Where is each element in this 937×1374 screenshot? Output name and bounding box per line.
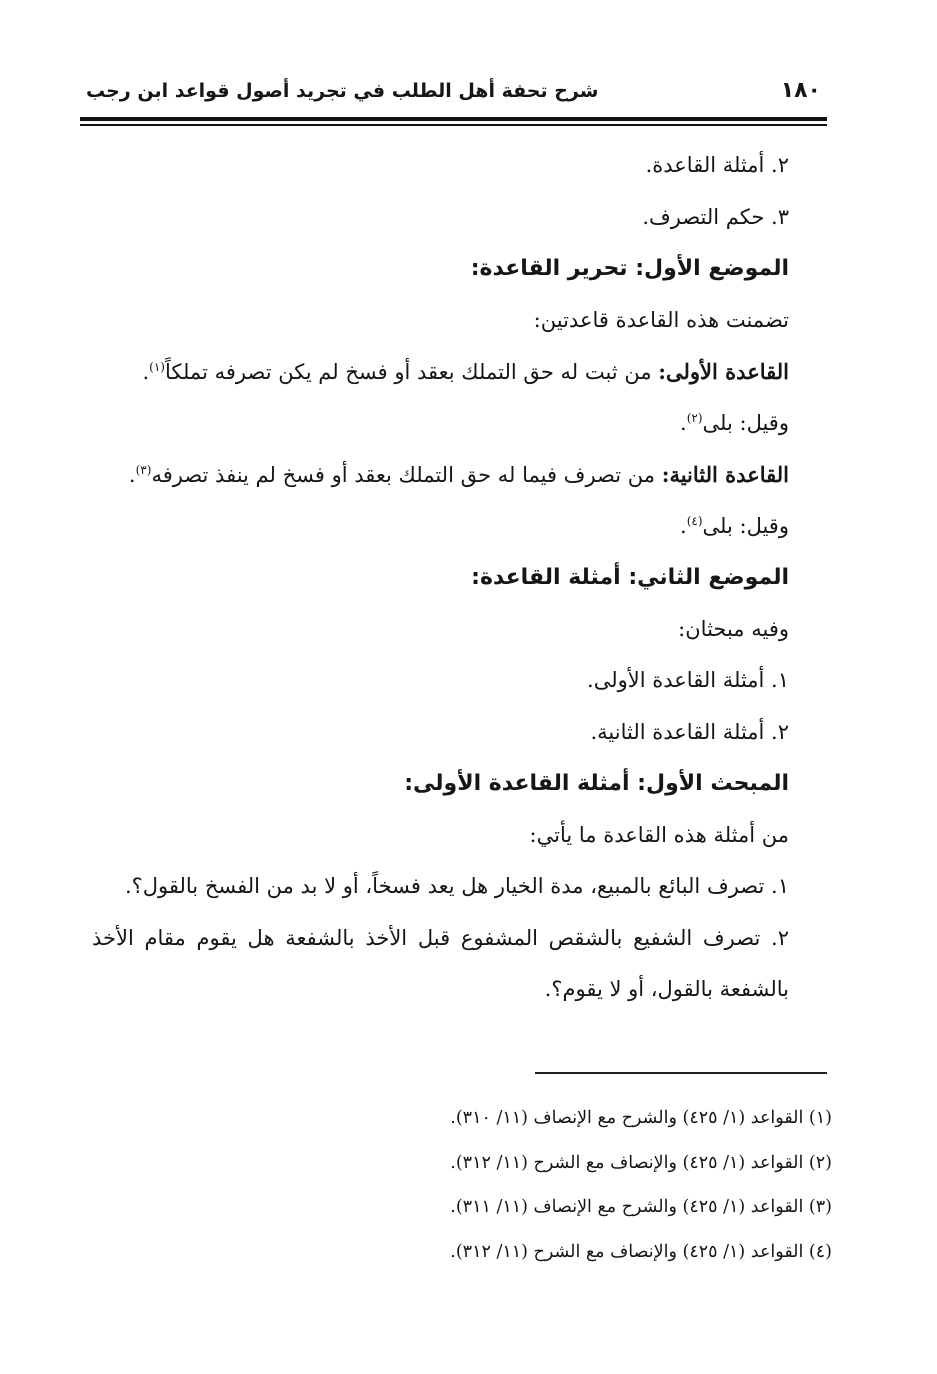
text-line: وفيه مبحثان: [678, 616, 789, 641]
header-rule-thin [80, 124, 827, 126]
opinion-text: وقيل: بلى [702, 410, 789, 435]
footnote-ref: (٢) [686, 410, 703, 425]
section-heading: الموضع الأول: تحرير القاعدة: [470, 256, 789, 281]
section-heading: المبحث الأول: أمثلة القاعدة الأولى: [404, 771, 789, 796]
footnote-ref: (٣) [135, 463, 152, 477]
footnote-ref: (١) [149, 360, 165, 374]
footnote-separator [535, 1072, 827, 1074]
text-line: من أمثلة هذه القاعدة ما يأتي: [529, 822, 789, 847]
text-line: ١. أمثلة القاعدة الأولى. [587, 668, 789, 692]
footnotes [160, 1096, 832, 1274]
footnote: (٣) القواعد (١/ ٤٢٥) والشرح مع الإنصاف (١١/ ٣١١). [450, 1197, 832, 1217]
rule-two-line [92, 449, 789, 501]
full-stop: . [142, 360, 150, 384]
footnote: (٤) القواعد (١/ ٤٢٥) والإنصاف مع الشرح (١١/ ٣١٢). [450, 1241, 832, 1262]
footnote: (٢) القواعد (١/ ٤٢٥) والإنصاف مع الشرح (١١/ ٣١٢). [450, 1152, 832, 1173]
text-line: ٢. تصرف الشفيع بالشقص المشفوع قبل الأخذ بالشفعة هل يقوم مقام الأخذ [92, 925, 789, 950]
opinion-text: وقيل: بلى [702, 513, 789, 538]
rule-one-label: القاعدة الأولى: [658, 359, 789, 384]
full-stop: . [680, 513, 687, 538]
text-line: ٣. حكم التصرف. [642, 204, 789, 229]
rule-one-line [92, 346, 789, 398]
opinion-line [92, 501, 789, 553]
full-stop: . [680, 410, 687, 435]
rule-two-label: القاعدة الثانية: [661, 462, 789, 487]
rule-one-text: من ثبت له حق التملك بعقد أو فسخ لم يكن تصرفه تملكاً [164, 360, 652, 384]
text-line: تضمنت هذه القاعدة قاعدتين: [533, 307, 789, 332]
running-title: شرح تحفة أهل الطلب في تجريد أصول قواعد ابن رجب [86, 80, 599, 102]
rule-two-text: من تصرف فيما له حق التملك بعقد أو فسخ لم ينفذ تصرفه [151, 463, 656, 487]
page-header [80, 78, 827, 112]
opinion-line [92, 398, 789, 450]
text-line: بالشفعة بالقول، أو لا يقوم؟. [544, 977, 789, 1001]
page-number: ١٨٠ [780, 78, 821, 103]
main-text [92, 140, 789, 1016]
section-heading: الموضع الثاني: أمثلة القاعدة: [471, 565, 789, 590]
footnote: (١) القواعد (١/ ٤٢٥) والشرح مع الإنصاف (١١/ ٣١٠). [450, 1108, 832, 1128]
full-stop: . [128, 463, 136, 487]
text-line: ١. تصرف البائع بالمبيع، مدة الخيار هل يعد فسخاً، أو لا بد من الفسخ بالقول؟. [124, 874, 789, 898]
footnote-ref: (٤) [686, 513, 703, 528]
text-line: ٢. أمثلة القاعدة الثانية. [590, 719, 789, 744]
header-rule-thick [80, 117, 827, 121]
text-line: ٢. أمثلة القاعدة. [645, 153, 789, 177]
